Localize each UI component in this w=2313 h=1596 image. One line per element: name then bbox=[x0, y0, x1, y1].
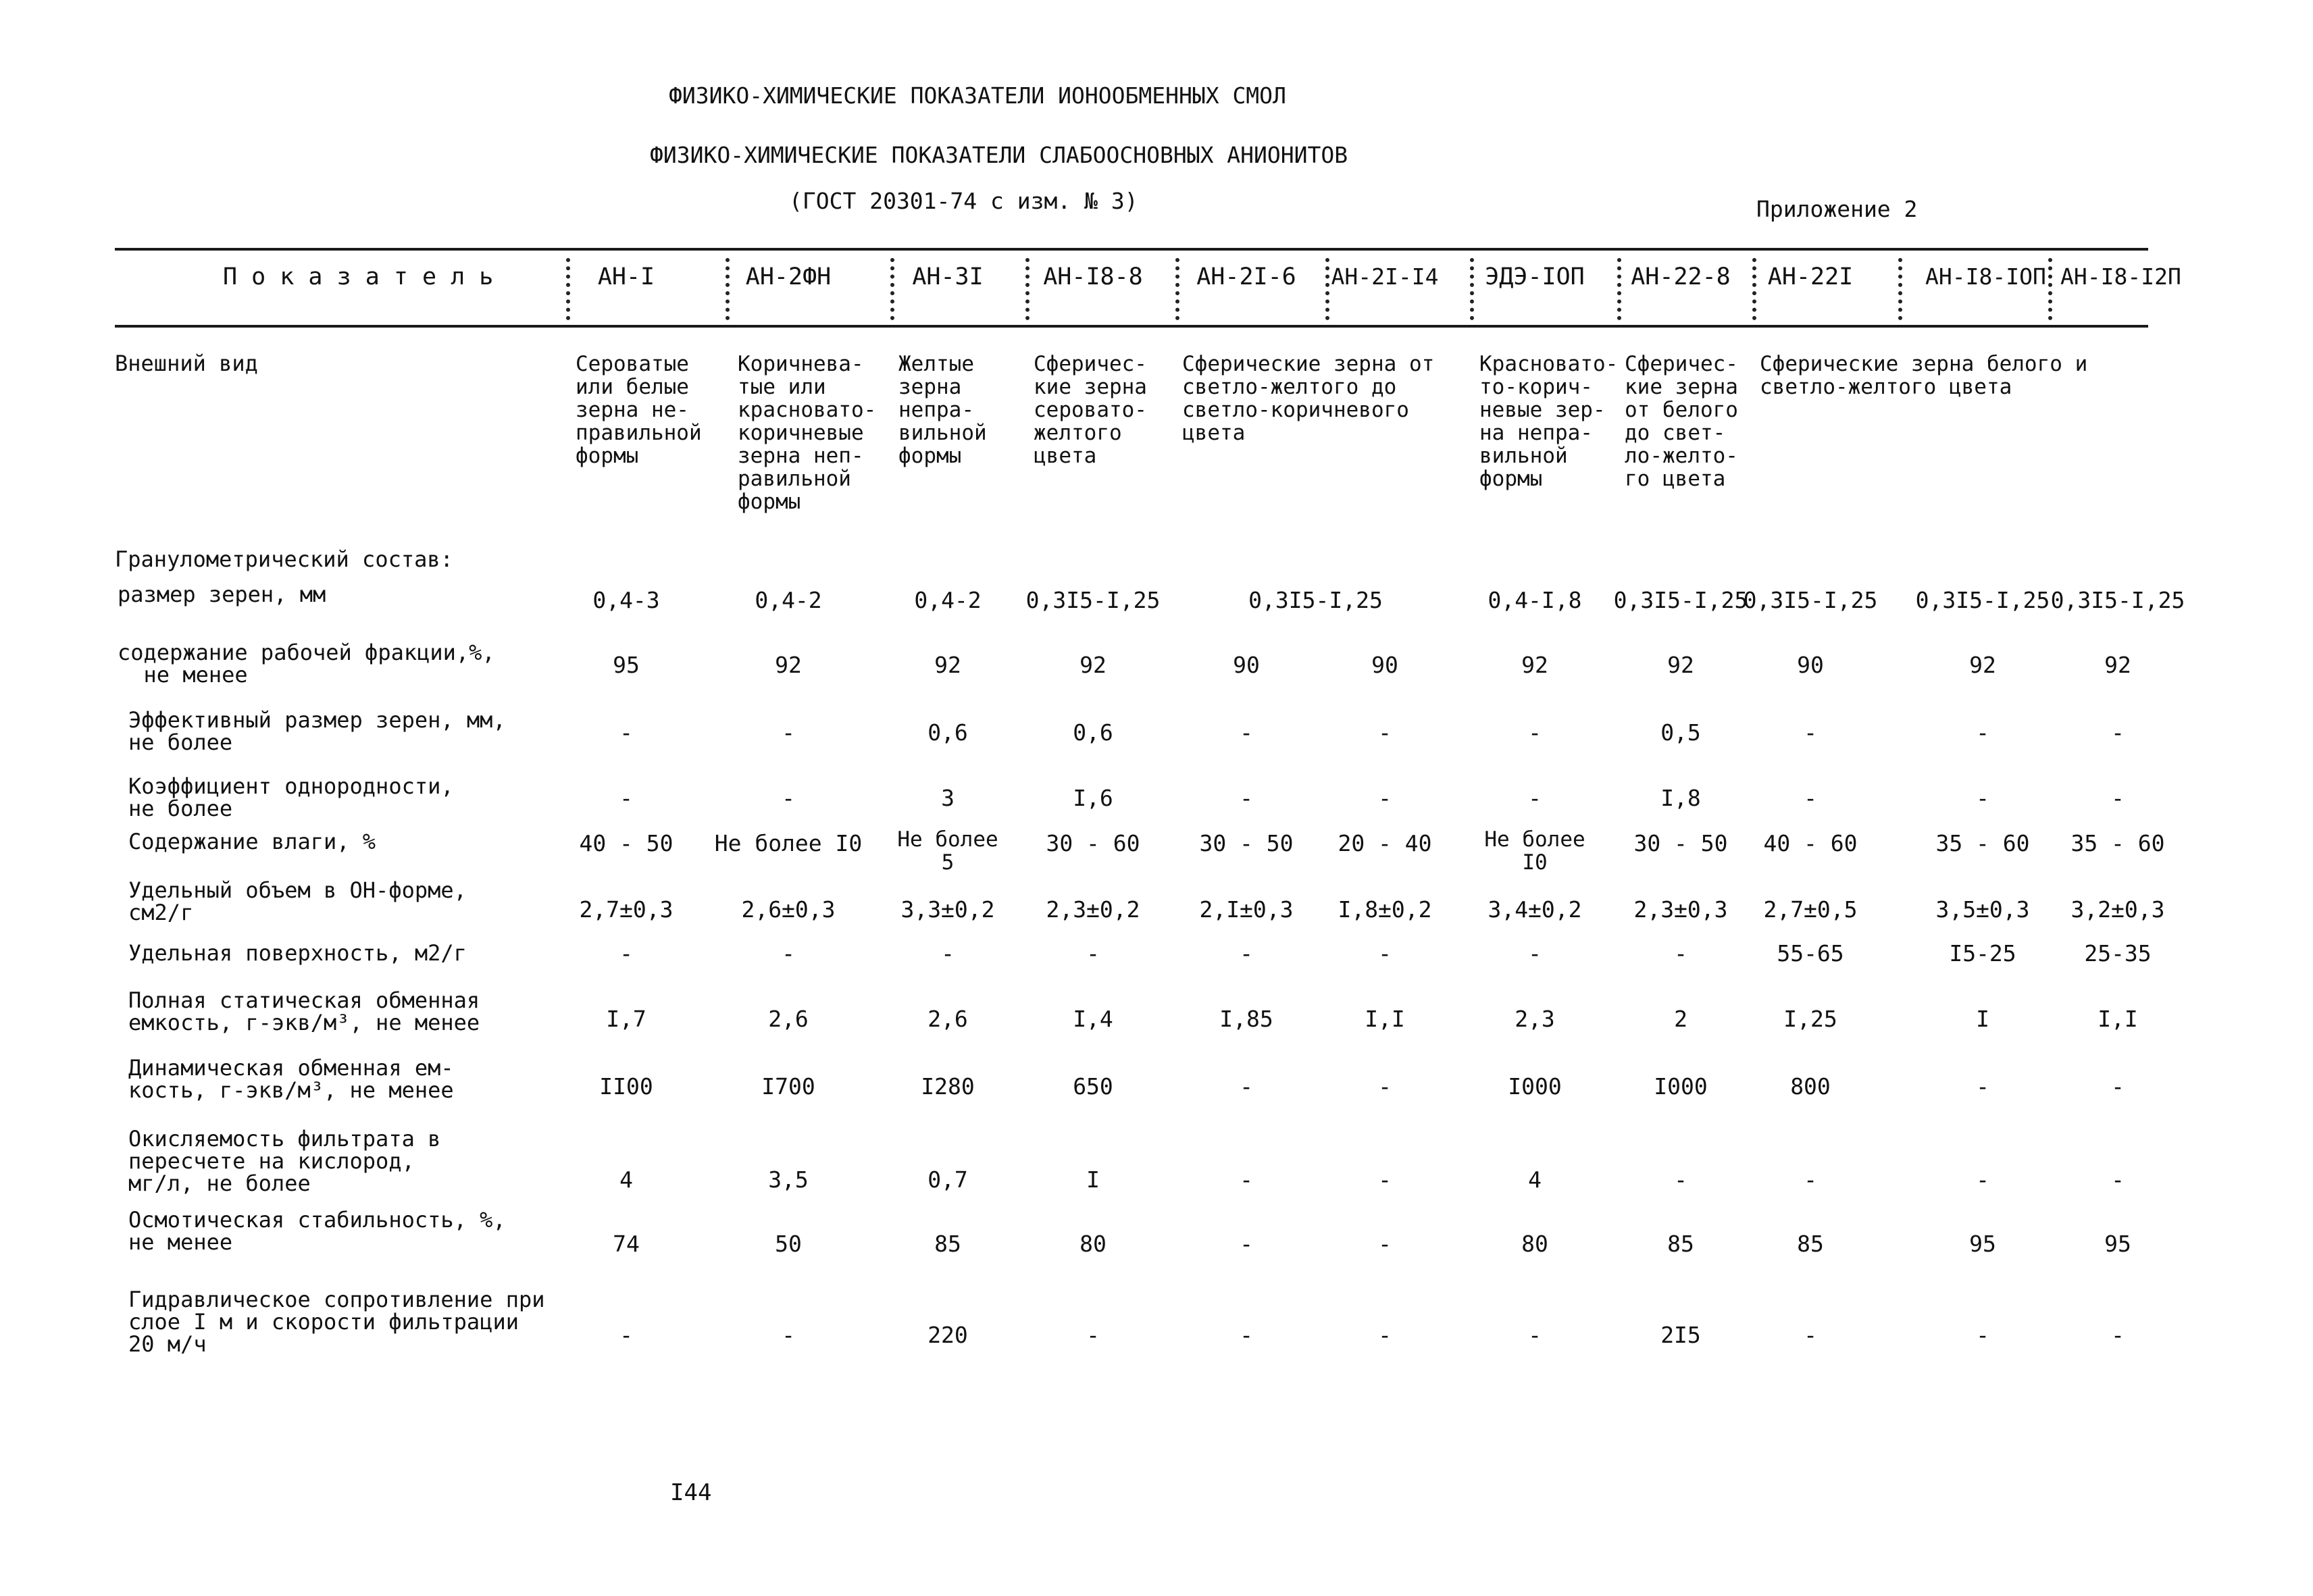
table-cell: I280 bbox=[921, 1073, 975, 1100]
table-cell: - bbox=[2111, 785, 2125, 811]
table-cell: I,25 bbox=[1783, 1006, 1837, 1032]
header-col-2: АН-2ФН bbox=[745, 263, 832, 290]
table-cell: 92 bbox=[1079, 652, 1107, 678]
table-cell: 50 bbox=[775, 1231, 802, 1257]
table-cell: - bbox=[1674, 1166, 1687, 1193]
table-cell: Не более 5 bbox=[897, 827, 998, 875]
table-cell: Не более I0 bbox=[1484, 827, 1585, 875]
appearance-cell: Сферичес- кие зерна серовато- желтого цвета bbox=[1034, 352, 1147, 468]
table-cell: 40 - 50 bbox=[579, 830, 673, 856]
table-cell: - bbox=[1528, 1322, 1542, 1348]
table-cell: I700 bbox=[761, 1073, 815, 1100]
header-separator bbox=[1175, 258, 1179, 320]
table-cell: I,I bbox=[2098, 1006, 2138, 1032]
row-label: Содержание влаги, % bbox=[128, 829, 376, 854]
table-cell: 2 bbox=[1674, 1006, 1687, 1032]
table-cell: 95 bbox=[1969, 1231, 1996, 1257]
table-cell: 0,3I5-I,25 bbox=[1025, 587, 1161, 613]
table-cell: 92 bbox=[1667, 652, 1694, 678]
header-col-5: АН-2I-6 bbox=[1196, 263, 1296, 290]
table-cell: 40 - 60 bbox=[1763, 830, 1858, 856]
table-cell: - bbox=[1240, 1073, 1253, 1100]
table-cell: 35 - 60 bbox=[2070, 830, 2165, 856]
table-cell: 80 bbox=[1079, 1231, 1107, 1257]
row-label: Полная статическая обменная емкость, г-экв/м³, не менее bbox=[128, 987, 480, 1035]
table-cell: 90 bbox=[1797, 652, 1824, 678]
table-cell: - bbox=[619, 785, 633, 811]
table-cell: I,6 bbox=[1073, 785, 1113, 811]
header-separator bbox=[890, 258, 894, 320]
table-cell: - bbox=[782, 785, 795, 811]
table-cell: - bbox=[1528, 785, 1542, 811]
table-top-rule bbox=[115, 248, 2148, 251]
table-cell: - bbox=[1378, 1073, 1392, 1100]
table-cell: - bbox=[2111, 1322, 2125, 1348]
table-cell: I5-25 bbox=[1949, 940, 2016, 967]
table-cell: - bbox=[2111, 719, 2125, 746]
table-cell: - bbox=[1240, 785, 1253, 811]
table-cell: Не более I0 bbox=[714, 830, 863, 856]
table-cell: - bbox=[2111, 1166, 2125, 1193]
table-cell: 220 bbox=[927, 1322, 968, 1348]
table-cell: I000 bbox=[1508, 1073, 1562, 1100]
table-cell: - bbox=[1976, 1073, 1989, 1100]
header-separator bbox=[1617, 258, 1621, 320]
table-cell: 4 bbox=[1528, 1166, 1542, 1193]
row-label-appearance: Внешний вид bbox=[115, 351, 258, 376]
table-cell: 0,7 bbox=[927, 1166, 968, 1193]
title-standard: (ГОСТ 20301-74 с изм. № 3) bbox=[789, 188, 1138, 214]
table-cell: - bbox=[1976, 719, 1989, 746]
table-cell: 800 bbox=[1790, 1073, 1831, 1100]
header-separator bbox=[1470, 258, 1474, 320]
header-separator bbox=[726, 258, 730, 320]
row-label: Окисляемость фильтрата в пересчете на кислород, мг/л, не более bbox=[128, 1126, 441, 1196]
title-sub: ФИЗИКО-ХИМИЧЕСКИЕ ПОКАЗАТЕЛИ СЛАБООСНОВНЫХ АНИОНИТОВ bbox=[650, 142, 1348, 168]
header-col-1: АН-I bbox=[597, 263, 655, 290]
table-cell: 80 bbox=[1521, 1231, 1548, 1257]
table-cell: - bbox=[1378, 1322, 1392, 1348]
table-cell: - bbox=[782, 719, 795, 746]
table-cell: - bbox=[1378, 785, 1392, 811]
table-cell: - bbox=[1528, 940, 1542, 967]
table-cell: 90 bbox=[1371, 652, 1398, 678]
header-separator bbox=[1898, 258, 1902, 320]
row-label: содержание рабочей фракции,%, не менее bbox=[118, 640, 495, 688]
table-cell: 95 bbox=[613, 652, 640, 678]
table-cell: 92 bbox=[2104, 652, 2131, 678]
table-cell: - bbox=[619, 719, 633, 746]
table-cell: - bbox=[1804, 1166, 1817, 1193]
table-cell: - bbox=[1378, 940, 1392, 967]
table-cell: 2,7±0,5 bbox=[1763, 896, 1858, 923]
row-label: Динамическая обменная ем- кость, г-экв/м³, не менее bbox=[128, 1055, 454, 1103]
table-cell: I,85 bbox=[1219, 1006, 1273, 1032]
header-separator bbox=[1752, 258, 1756, 320]
table-cell: 2,6 bbox=[768, 1006, 809, 1032]
table-cell: 85 bbox=[1667, 1231, 1694, 1257]
table-cell: 30 - 60 bbox=[1046, 830, 1140, 856]
table-cell: - bbox=[1240, 940, 1253, 967]
appearance-cell: Желтые зерна непра- вильной формы bbox=[898, 352, 987, 468]
table-cell: 0,3I5-I,25 bbox=[1613, 587, 1748, 613]
table-cell: - bbox=[1240, 1166, 1253, 1193]
row-label: Осмотическая стабильность, %, не менее bbox=[128, 1207, 506, 1255]
table-cell: I,8±0,2 bbox=[1338, 896, 1432, 923]
header-separator bbox=[2048, 258, 2052, 320]
table-cell: 3 bbox=[941, 785, 955, 811]
table-cell: I,8 bbox=[1660, 785, 1701, 811]
table-cell: I,4 bbox=[1073, 1006, 1113, 1032]
header-col-7: ЭДЭ-IОП bbox=[1485, 263, 1585, 290]
appearance-cell: Красновато- то-корич- невые зер- на непра- вильной формы bbox=[1479, 352, 1619, 491]
table-cell: - bbox=[1674, 940, 1687, 967]
table-cell: 0,3I5-I,25 bbox=[1743, 587, 1878, 613]
header-col-9: АН-22I bbox=[1767, 263, 1854, 290]
header-separator bbox=[1025, 258, 1030, 320]
table-cell: - bbox=[1240, 1322, 1253, 1348]
table-cell: 55-65 bbox=[1777, 940, 1844, 967]
table-cell: I,7 bbox=[606, 1006, 646, 1032]
appendix-label: Приложение 2 bbox=[1756, 196, 1918, 222]
table-cell: 92 bbox=[775, 652, 802, 678]
table-cell: 85 bbox=[934, 1231, 961, 1257]
table-cell: 25-35 bbox=[2084, 940, 2152, 967]
table-cell: 92 bbox=[1521, 652, 1548, 678]
table-cell: 2,6±0,3 bbox=[741, 896, 836, 923]
table-cell: 0,4-3 bbox=[592, 587, 660, 613]
table-cell: 3,5±0,3 bbox=[1935, 896, 2030, 923]
header-col-8: АН-22-8 bbox=[1631, 263, 1731, 290]
header-col-4: АН-I8-8 bbox=[1043, 263, 1143, 290]
table-cell: - bbox=[1804, 785, 1817, 811]
appearance-cell: Сферические зерна белого и светло-желтого цвета bbox=[1760, 352, 2088, 399]
appearance-cell: Сферические зерна от светло-желтого до светло-коричневого цвета bbox=[1182, 352, 1435, 445]
table-cell: II00 bbox=[599, 1073, 653, 1100]
table-cell: 3,4±0,2 bbox=[1488, 896, 1582, 923]
table-cell: - bbox=[1240, 719, 1253, 746]
table-cell: - bbox=[619, 940, 633, 967]
table-cell: 92 bbox=[934, 652, 961, 678]
header-col-10: АН-I8-IОП bbox=[1925, 263, 2046, 290]
row-label: Удельная поверхность, м2/г bbox=[128, 940, 467, 966]
header-col-11: АН-I8-I2П bbox=[2060, 263, 2181, 290]
table-cell: 3,2±0,3 bbox=[2070, 896, 2165, 923]
table-cell: - bbox=[1378, 1231, 1392, 1257]
table-cell: 2,3±0,3 bbox=[1633, 896, 1728, 923]
table-cell: - bbox=[2111, 1073, 2125, 1100]
table-cell: - bbox=[1240, 1231, 1253, 1257]
table-cell: 4 bbox=[619, 1166, 633, 1193]
table-cell: 0,4-2 bbox=[914, 587, 982, 613]
header-indicator: П о к а з а т е л ь bbox=[223, 263, 494, 290]
table-cell: 30 - 50 bbox=[1633, 830, 1728, 856]
table-cell: - bbox=[1086, 1322, 1100, 1348]
table-cell: 650 bbox=[1073, 1073, 1113, 1100]
table-cell: - bbox=[1976, 785, 1989, 811]
row-label-granulometric: Гранулометрический состав: bbox=[115, 546, 453, 572]
row-label: размер зерен, мм bbox=[118, 582, 326, 607]
header-separator bbox=[1325, 258, 1329, 320]
table-cell: - bbox=[782, 940, 795, 967]
table-cell: - bbox=[1528, 719, 1542, 746]
table-cell: 3,3±0,2 bbox=[900, 896, 995, 923]
table-cell: 2,6 bbox=[927, 1006, 968, 1032]
header-separator bbox=[566, 258, 570, 320]
header-col-3: АН-3I bbox=[912, 263, 984, 290]
table-cell: I bbox=[1976, 1006, 1989, 1032]
table-cell: 0,3I5-I,25 bbox=[1248, 587, 1383, 613]
table-cell: I,I bbox=[1365, 1006, 1405, 1032]
table-cell: 92 bbox=[1969, 652, 1996, 678]
table-cell: 2,I±0,3 bbox=[1199, 896, 1294, 923]
table-cell: - bbox=[1976, 1166, 1989, 1193]
appearance-cell: Коричнева- тые или красновато- коричневые зерна неп- равильной формы bbox=[738, 352, 877, 514]
table-cell: - bbox=[1976, 1322, 1989, 1348]
appearance-cell: Сероватые или белые зерна не- правильной формы bbox=[576, 352, 702, 468]
table-cell: 0,3I5-I,25 bbox=[2050, 587, 2185, 613]
table-cell: 2I5 bbox=[1660, 1322, 1701, 1348]
table-cell: 2,3±0,2 bbox=[1046, 896, 1140, 923]
table-cell: 85 bbox=[1797, 1231, 1824, 1257]
table-cell: - bbox=[1378, 1166, 1392, 1193]
table-cell: 30 - 50 bbox=[1199, 830, 1294, 856]
title-main: ФИЗИКО-ХИМИЧЕСКИЕ ПОКАЗАТЕЛИ ИОНООБМЕННЫХ СМОЛ bbox=[669, 82, 1286, 109]
table-cell: - bbox=[1804, 719, 1817, 746]
row-label: Удельный объем в ОН-форме, см2/г bbox=[128, 877, 467, 925]
table-cell: - bbox=[619, 1322, 633, 1348]
table-cell: 95 bbox=[2104, 1231, 2131, 1257]
table-cell: 0,4-2 bbox=[755, 587, 822, 613]
table-cell: 3,5 bbox=[768, 1166, 809, 1193]
header-col-6: АН-2I-I4 bbox=[1331, 263, 1439, 290]
table-cell: - bbox=[1378, 719, 1392, 746]
table-cell: 74 bbox=[613, 1231, 640, 1257]
row-label: Гидравлическое сопротивление при слое I м и скорости фильтрации 20 м/ч bbox=[128, 1287, 545, 1357]
table-cell: 2,3 bbox=[1515, 1006, 1555, 1032]
row-label: Коэффициент однородности, не более bbox=[128, 773, 454, 821]
table-cell: - bbox=[1086, 940, 1100, 967]
table-cell: I bbox=[1086, 1166, 1100, 1193]
table-cell: 0,6 bbox=[1073, 719, 1113, 746]
table-cell: - bbox=[941, 940, 955, 967]
table-cell: 0,6 bbox=[927, 719, 968, 746]
table-cell: 0,4-I,8 bbox=[1488, 587, 1582, 613]
row-label: Эффективный размер зерен, мм, не более bbox=[128, 707, 506, 755]
table-cell: - bbox=[782, 1322, 795, 1348]
table-cell: 0,5 bbox=[1660, 719, 1701, 746]
page-number: I44 bbox=[670, 1479, 712, 1506]
table-cell: 2,7±0,3 bbox=[579, 896, 673, 923]
appearance-cell: Сферичес- кие зерна от белого до свет- ло-желто- го цвета bbox=[1625, 352, 1738, 491]
table-cell: 20 - 40 bbox=[1338, 830, 1432, 856]
table-cell: 90 bbox=[1233, 652, 1260, 678]
table-cell: 0,3I5-I,25 bbox=[1915, 587, 2050, 613]
table-cell: 35 - 60 bbox=[1935, 830, 2030, 856]
table-cell: - bbox=[1804, 1322, 1817, 1348]
table-header-rule bbox=[115, 325, 2148, 328]
table-cell: I000 bbox=[1654, 1073, 1708, 1100]
